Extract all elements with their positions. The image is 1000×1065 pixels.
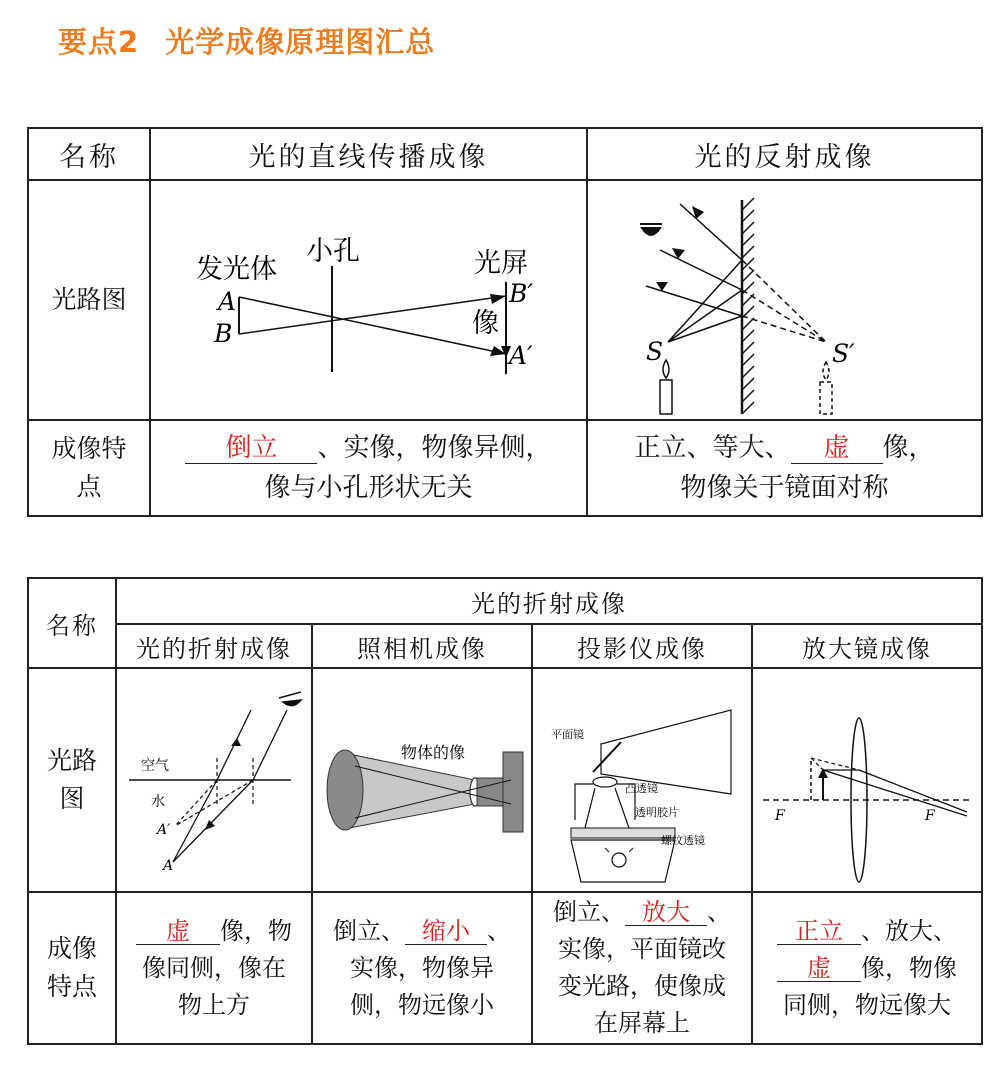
magnifier-rays bbox=[823, 770, 967, 816]
candle-icon bbox=[660, 360, 672, 414]
ray-a bbox=[239, 297, 506, 354]
feature-text-line2: 像与小孔形状无关 bbox=[264, 473, 473, 503]
arrow-head-b bbox=[490, 294, 506, 304]
label-screen: 光屏 bbox=[473, 248, 528, 279]
label-A-prime: A′ bbox=[508, 341, 533, 370]
feature-text-line3: 同侧，物远像大 bbox=[783, 990, 951, 1019]
t2-header-span: 光的折射成像 bbox=[116, 578, 982, 624]
feature-text-line2: 物像关于镜面对称 bbox=[680, 473, 889, 503]
virtual-rays bbox=[742, 260, 826, 342]
label-plane-mirror: 平面镜 bbox=[551, 728, 584, 741]
label-convex-lens: 凸透镜 bbox=[625, 782, 658, 795]
title-prefix: 要点2 bbox=[58, 25, 140, 59]
t1-feature-reflection bbox=[587, 420, 982, 516]
feature-text-after: 像，物像 bbox=[861, 953, 957, 982]
t1-diagram-label: 光路图 bbox=[28, 180, 150, 420]
answer-blank-virtual: 虚 bbox=[136, 918, 220, 945]
feature-text-after: 像， bbox=[882, 433, 935, 463]
ray-arrow-r2 bbox=[205, 820, 215, 830]
feature-text-line2: 像同侧，像在 bbox=[142, 953, 286, 982]
feature-text: 正立、等大、 bbox=[634, 433, 791, 463]
eye-icon bbox=[279, 692, 301, 706]
page-title bbox=[58, 20, 435, 61]
answer-blank-reduced: 缩小 bbox=[405, 918, 487, 945]
t2-diagram-label bbox=[28, 668, 116, 892]
feature-text: 倒立、 bbox=[333, 916, 405, 945]
label-hole: 小孔 bbox=[305, 236, 360, 267]
t2-feature-camera bbox=[312, 892, 532, 1044]
label-air: 空气 bbox=[141, 758, 169, 774]
label-F-left: F bbox=[775, 808, 785, 824]
label-water: 水 bbox=[151, 794, 165, 810]
answer-blank-inverted: 倒立 bbox=[185, 434, 317, 464]
magnifier-diagram-cell bbox=[752, 668, 982, 892]
projector-diagram-cell bbox=[532, 668, 752, 892]
t1-header-reflection: 光的反射成像 bbox=[587, 128, 982, 180]
t1-header-straight: 光的直线传播成像 bbox=[150, 128, 587, 180]
projection-beam bbox=[601, 710, 731, 794]
pinhole-diagram bbox=[154, 182, 584, 418]
pinhole-diagram-cell bbox=[150, 180, 587, 420]
camera-diagram bbox=[315, 670, 529, 890]
plane-mirror bbox=[593, 742, 621, 772]
label-B-prime: B′ bbox=[508, 279, 533, 308]
object-blob bbox=[327, 750, 363, 830]
t2-feature-label-line1: 成像 bbox=[46, 934, 97, 963]
ray-arrow-r1 bbox=[231, 738, 241, 746]
feature-text-after: 、 bbox=[707, 898, 731, 926]
feature-text: 、放大、 bbox=[861, 916, 957, 945]
label-image: 物体的像 bbox=[401, 743, 466, 762]
t2-subheader-magnifier: 放大镜成像 bbox=[752, 624, 982, 668]
label-fresnel-lens: 螺纹透镜 bbox=[661, 834, 705, 847]
projector-stage bbox=[571, 828, 675, 838]
eye-icon bbox=[640, 224, 662, 235]
mirror-hatching bbox=[742, 198, 754, 414]
answer-blank-virtual: 虚 bbox=[791, 434, 883, 464]
lamp-icon bbox=[605, 848, 633, 867]
label-source: 发光体 bbox=[195, 254, 277, 285]
t1-header-name: 名称 bbox=[28, 128, 150, 180]
feature-text-line2: 实像，物像异 bbox=[350, 953, 494, 982]
mirror-diagram bbox=[590, 182, 980, 418]
t1-feature-label bbox=[28, 420, 150, 516]
t2-subheader-camera: 照相机成像 bbox=[312, 624, 532, 668]
label-S-prime: S′ bbox=[831, 339, 855, 368]
t2-subheader-refraction: 光的折射成像 bbox=[116, 624, 312, 668]
label-image: 像 bbox=[471, 308, 499, 339]
projector-box bbox=[571, 840, 675, 882]
camera-diagram-cell bbox=[312, 668, 532, 892]
t1-feature-label-line1: 成像特 bbox=[51, 434, 127, 463]
feature-text: 像，物 bbox=[220, 916, 292, 945]
feature-text-line3: 变光路，使像成 bbox=[558, 972, 726, 1000]
answer-blank-upright: 正立 bbox=[777, 918, 861, 945]
label-A: A bbox=[217, 287, 236, 316]
label-F-right: F bbox=[925, 808, 935, 824]
feature-text-line3: 物上方 bbox=[178, 990, 250, 1019]
t2-subheader-projector: 投影仪成像 bbox=[532, 624, 752, 668]
virtual-candle-icon bbox=[820, 362, 832, 414]
feature-text-line2: 实像，平面镜改 bbox=[558, 935, 726, 963]
table-reflection-straight bbox=[27, 127, 983, 517]
reflected-rays bbox=[646, 204, 742, 316]
label-S: S bbox=[645, 337, 663, 366]
t2-diagram-label-line1: 光路 bbox=[46, 746, 97, 775]
feature-text-after: 、 bbox=[487, 916, 511, 945]
t2-feature-label bbox=[28, 892, 116, 1044]
ray-b bbox=[239, 296, 506, 334]
camera-body bbox=[503, 752, 523, 832]
t1-feature-label-line2: 点 bbox=[76, 472, 102, 501]
projector-diagram bbox=[535, 670, 749, 890]
feature-text: 倒立、 bbox=[553, 898, 625, 926]
t2-feature-magnifier bbox=[752, 892, 982, 1044]
label-film: 透明胶片 bbox=[635, 806, 679, 819]
refraction-rays bbox=[173, 710, 287, 862]
feature-text-line3: 侧，物远像小 bbox=[350, 990, 494, 1019]
convex-lens bbox=[593, 777, 617, 787]
magnifier-diagram bbox=[755, 670, 979, 890]
t2-feature-projector bbox=[532, 892, 752, 1044]
t2-feature-refraction bbox=[116, 892, 312, 1044]
refraction-diagram bbox=[119, 670, 309, 890]
answer-blank-enlarged: 放大 bbox=[625, 899, 707, 926]
t2-feature-label-line2: 特点 bbox=[46, 972, 97, 1001]
t1-feature-straight bbox=[150, 420, 587, 516]
label-A: A bbox=[163, 858, 174, 874]
refraction-diagram-cell bbox=[116, 668, 312, 892]
label-A-prime: A′ bbox=[157, 822, 171, 838]
normals bbox=[217, 758, 253, 804]
answer-blank-virtual: 虚 bbox=[777, 955, 861, 982]
label-B: B bbox=[213, 319, 232, 348]
feature-text: 、实像，物像异侧， bbox=[317, 433, 552, 463]
mirror-diagram-cell bbox=[587, 180, 982, 420]
feature-text-line4: 在屏幕上 bbox=[594, 1009, 690, 1037]
table-refraction bbox=[27, 577, 983, 1045]
t2-diagram-label-line2: 图 bbox=[59, 784, 85, 813]
title-text: 光学成像原理图汇总 bbox=[165, 25, 436, 59]
t2-header-name: 名称 bbox=[28, 578, 116, 668]
